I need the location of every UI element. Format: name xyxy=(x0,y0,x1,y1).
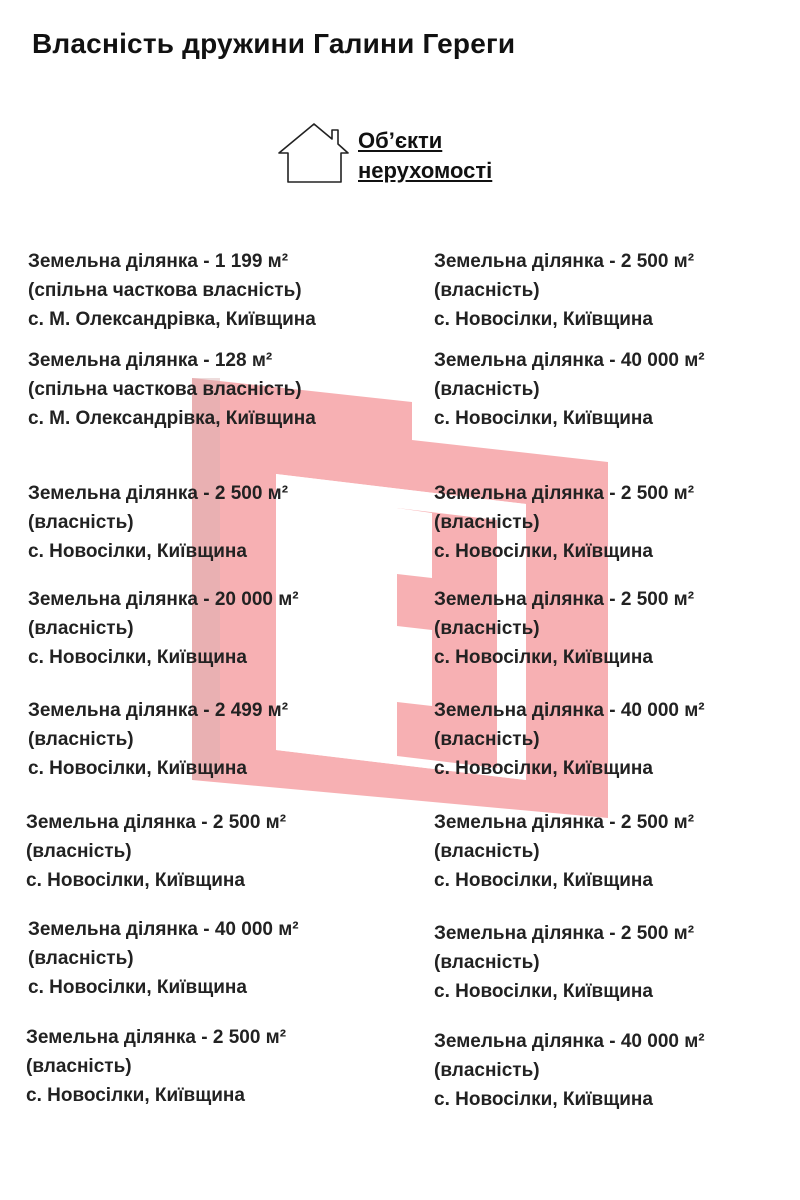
property-ownership: (власність) xyxy=(434,618,540,639)
property-title: Земельна ділянка - 40 000 м² xyxy=(434,1031,705,1052)
property-location: с. Новосілки, Київщина xyxy=(28,758,247,779)
property-item xyxy=(434,808,800,895)
property-ownership: (власність) xyxy=(28,512,134,533)
property-location: с. М. Олександрівка, Київщина xyxy=(28,408,316,429)
property-ownership: (власність) xyxy=(434,379,540,400)
property-item xyxy=(434,585,800,672)
property-item xyxy=(28,346,400,433)
property-location: с. Новосілки, Київщина xyxy=(434,870,653,891)
property-title: Земельна ділянка - 2 500 м² xyxy=(434,251,695,272)
property-title: Земельна ділянка - 2 500 м² xyxy=(434,589,695,610)
property-item xyxy=(26,1023,398,1110)
property-item xyxy=(434,919,800,1006)
property-location: с. Новосілки, Київщина xyxy=(28,647,247,668)
property-title: Земельна ділянка - 40 000 м² xyxy=(434,700,705,721)
property-location: с. Новосілки, Київщина xyxy=(434,541,653,562)
property-location: с. Новосілки, Київщина xyxy=(434,981,653,1002)
property-item xyxy=(434,247,800,334)
property-title: Земельна ділянка - 2 500 м² xyxy=(26,1027,287,1048)
property-location: с. Новосілки, Київщина xyxy=(434,309,653,330)
property-title: Земельна ділянка - 40 000 м² xyxy=(434,350,705,371)
property-ownership: (спільна часткова власність) xyxy=(28,379,302,400)
property-title: Земельна ділянка - 128 м² xyxy=(28,350,273,371)
property-title: Земельна ділянка - 1 199 м² xyxy=(28,251,289,272)
property-location: с. М. Олександрівка, Київщина xyxy=(28,309,316,330)
property-title: Земельна ділянка - 2 500 м² xyxy=(434,812,695,833)
property-ownership: (власність) xyxy=(434,952,540,973)
property-title: Земельна ділянка - 2 499 м² xyxy=(28,700,289,721)
property-title: Земельна ділянка - 2 500 м² xyxy=(28,483,289,504)
property-item xyxy=(434,346,800,433)
property-title: Земельна ділянка - 2 500 м² xyxy=(26,812,287,833)
property-location: с. Новосілки, Київщина xyxy=(434,1089,653,1110)
property-item xyxy=(28,696,400,783)
page-title: Власність дружини Галини Гереги xyxy=(32,28,516,59)
property-item xyxy=(28,247,400,334)
property-location: с. Новосілки, Київщина xyxy=(28,541,247,562)
property-location: с. Новосілки, Київщина xyxy=(26,1085,245,1106)
property-item xyxy=(434,1027,800,1114)
section-label: Об’єкти нерухомості xyxy=(358,128,493,183)
property-location: с. Новосілки, Київщина xyxy=(26,870,245,891)
property-ownership: (власність) xyxy=(28,729,134,750)
property-ownership: (власність) xyxy=(434,841,540,862)
property-ownership: (власність) xyxy=(28,618,134,639)
property-title: Земельна ділянка - 2 500 м² xyxy=(434,923,695,944)
property-item xyxy=(434,479,800,566)
property-item xyxy=(28,915,400,1002)
property-item xyxy=(28,479,400,566)
property-ownership: (спільна часткова власність) xyxy=(28,280,302,301)
section-header xyxy=(276,120,548,190)
property-ownership: (власність) xyxy=(26,841,132,862)
property-location: с. Новосілки, Київщина xyxy=(28,977,247,998)
property-title: Земельна ділянка - 2 500 м² xyxy=(434,483,695,504)
property-item xyxy=(26,808,398,895)
property-location: с. Новосілки, Київщина xyxy=(434,408,653,429)
property-ownership: (власність) xyxy=(28,948,134,969)
property-ownership: (власність) xyxy=(434,1060,540,1081)
property-location: с. Новосілки, Київщина xyxy=(434,647,653,668)
property-item xyxy=(28,585,400,672)
property-location: с. Новосілки, Київщина xyxy=(434,758,653,779)
property-title: Земельна ділянка - 40 000 м² xyxy=(28,919,299,940)
property-ownership: (власність) xyxy=(434,280,540,301)
house-icon xyxy=(276,120,350,186)
property-ownership: (власність) xyxy=(434,729,540,750)
property-item xyxy=(434,696,800,783)
property-ownership: (власність) xyxy=(434,512,540,533)
property-title: Земельна ділянка - 20 000 м² xyxy=(28,589,299,610)
property-ownership: (власність) xyxy=(26,1056,132,1077)
